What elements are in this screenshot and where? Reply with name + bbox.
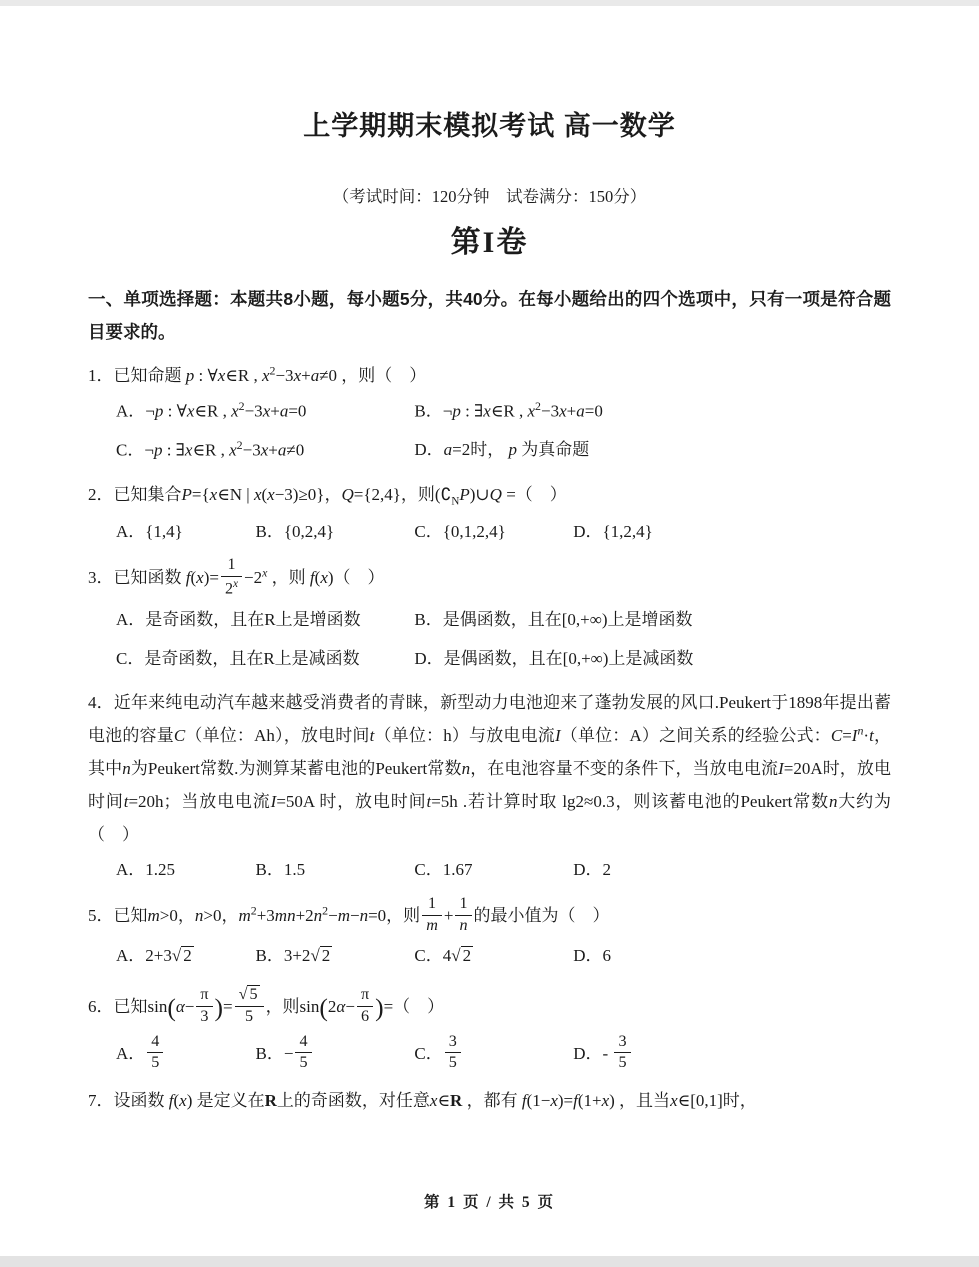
question-6-option-c: C． $\frac{3}{5}$ bbox=[414, 1035, 573, 1075]
question-1-stem: 1．已知命题 p : ∀x∈R , $x^2-3x+a\ne 0$ ，则（ ） bbox=[88, 362, 427, 385]
question-6-option-d: D．- $\frac{3}{5}$ bbox=[573, 1035, 891, 1075]
question-1 bbox=[88, 359, 891, 469]
question-4-option-a: A．1.25 bbox=[116, 860, 176, 880]
question-1-option-a: A．¬p : ∀x∈R , $x^2-3x+a=0$ bbox=[116, 398, 307, 421]
question-3-stem: 3．已知函数 f(x)= $\frac{1}{2^x}$ $-2^x$ ，则 f(x)（ ） bbox=[88, 556, 385, 598]
question-6-stem: 6．已知sin(α− $\frac{\pi}{3}$ )= $\frac{√ 5}{5}$ ，则sin(2α− $\frac{\pi}{6}$ )=（ ） bbox=[88, 985, 445, 1026]
question-2-options bbox=[88, 515, 891, 550]
question-5-options bbox=[88, 939, 891, 974]
question-5-option-c: C．4√ 2 bbox=[414, 946, 472, 966]
section-heading: 第I卷 bbox=[450, 226, 529, 259]
question-2-stem: 2．已知集合P={x∈N | x(x−3)≥0}，Q={2,4}，则$(∁_NP)\cup Q$ =（ ） bbox=[88, 484, 567, 508]
question-1-option-c: C．¬p : ∃x∈R , $x^2-3x+a\ne 0$ bbox=[116, 438, 305, 460]
scan-edge-bottom bbox=[0, 1256, 979, 1267]
question-6-option-a: A． $\frac{4}{5}$ bbox=[116, 1035, 256, 1075]
question-5 bbox=[88, 897, 891, 974]
question-2-option-b: B．{0,2,4} bbox=[255, 521, 335, 541]
question-5-stem: 5．已知m>0，n>0，$m^2+3mn+2n^2-m-n=0$，则 $\frac{1}{m}$ + $\frac{1}{n}$ 的最小值为（ ） bbox=[88, 895, 610, 934]
question-1-option-b: B．¬p : ∃x∈R , $x^2-3x+a=0$ bbox=[414, 398, 603, 421]
question-4-option-d: D．2 bbox=[573, 860, 612, 880]
question-4-stem: 4．近年来纯电动汽车越来越受消费者的青睐，新型动力电池迎来了蓬勃发展的风口.Peukert于1898年提出蓄电池的容量C（单位：Ah），放电时间t（单位：h）与放电电流I（单位：A）之间关系的经验公式：$C=I^n\cdot t$，其中n为Peukert常数.为测算某蓄电池的Peukert常数n，在电池容量不变的条件下，当放电电流I=20A时，放电时间t=20h；当放电电流I=50A 时，放电时间t=5h .若计算时取 lg2≈0.3，则该蓄电池的Peukert常数n大约为（ ） bbox=[88, 692, 892, 845]
question-3-option-c: C．是奇函数，且在R上是减函数 bbox=[116, 648, 360, 668]
question-7-stem: 7．设函数 f(x) 是定义在R上的奇函数，对任意x∈R ，都有 f(1−x)=f(1+x) ，且当x∈[0,1]时， bbox=[88, 1091, 757, 1111]
question-4-option-b: B．1.5 bbox=[255, 860, 306, 880]
question-3-option-d: D．是偶函数，且在[0,+∞)上是减函数 bbox=[414, 648, 694, 668]
question-4 bbox=[88, 686, 891, 889]
question-1-options bbox=[88, 394, 891, 469]
question-2-option-c: C．{0,1,2,4} bbox=[414, 521, 506, 541]
question-1-option-d: D．a=2时， p 为真命题 bbox=[414, 440, 590, 460]
question-5-option-a: A．2+3√ 2 bbox=[116, 946, 192, 966]
question-5-option-d: D．6 bbox=[573, 946, 612, 966]
question-7 bbox=[88, 1084, 891, 1117]
question-2-option-d: D．{1,2,4} bbox=[573, 521, 653, 541]
question-3-option-b: B．是偶函数，且在[0,+∞)上是增函数 bbox=[414, 609, 693, 629]
question-4-option-c: C．1.67 bbox=[414, 860, 473, 880]
question-2-option-a: A．{1,4} bbox=[116, 521, 183, 541]
question-6-option-b: B．− $\frac{4}{5}$ bbox=[256, 1035, 415, 1075]
question-3-options bbox=[88, 603, 891, 677]
section-instructions: 一、单项选择题：本题共8小题，每小题5分，共40分。在每小题给出的四个选项中，只有一项是符合题目要求的。 bbox=[88, 289, 891, 343]
question-3-option-a: A．是奇函数，且在R上是增函数 bbox=[116, 609, 361, 629]
question-2 bbox=[88, 478, 891, 550]
page-footer: 第 1 页 / 共 5 页 bbox=[423, 1194, 556, 1211]
scan-edge-top bbox=[0, 0, 979, 6]
question-6 bbox=[88, 983, 891, 1075]
question-3 bbox=[88, 558, 891, 676]
exam-title: 上学期期末模拟考试 高一数学 bbox=[303, 111, 676, 141]
question-4-options bbox=[88, 853, 891, 888]
question-5-option-b: B．3+2√ 2 bbox=[255, 946, 331, 966]
exam-subtitle: （考试时间：120分钟 试卷满分：150分） bbox=[332, 187, 647, 206]
question-list bbox=[88, 359, 891, 1118]
question-6-options bbox=[88, 1032, 891, 1075]
